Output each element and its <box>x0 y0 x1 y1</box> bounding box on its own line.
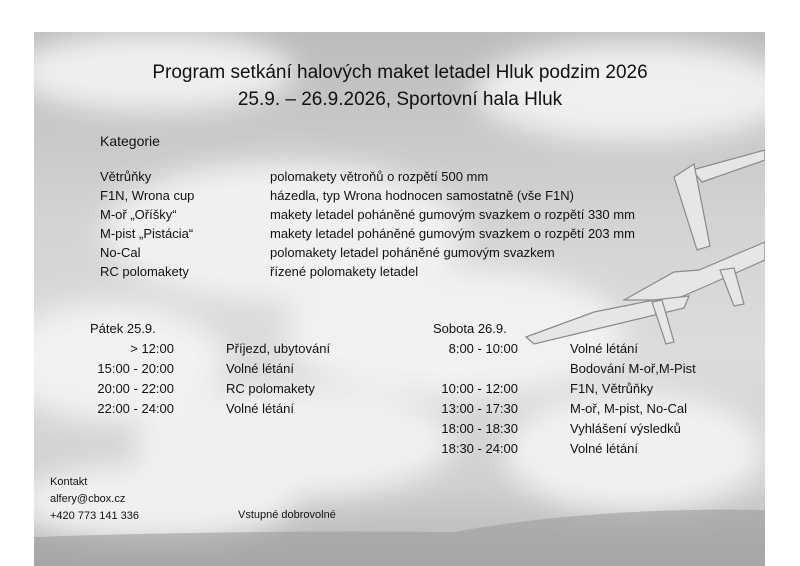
category-desc: polomakety větroňů o rozpětí 500 mm <box>270 169 489 184</box>
category-desc: makety letadel poháněné gumovým svazkem o rozpětí 330 mm <box>270 207 635 222</box>
schedule-event: Volné létání <box>226 361 294 376</box>
category-name: No-Cal <box>100 245 141 260</box>
contact-email: alfery@cbox.cz <box>50 493 126 505</box>
schedule-event: RC polomakety <box>226 381 315 396</box>
category-name: RC polomakety <box>100 264 189 279</box>
schedule-event: Příjezd, ubytování <box>226 341 331 356</box>
schedule-event: Volné létání <box>570 441 638 456</box>
saturday-heading: Sobota 26.9. <box>433 321 507 336</box>
category-desc: házedla, typ Wrona hodnocen samostatně (vše F1N) <box>270 188 574 203</box>
contact-heading: Kontakt <box>50 476 88 488</box>
schedule-event: Volné létání <box>570 341 638 356</box>
schedule-event: F1N, Větrůňky <box>570 381 654 396</box>
schedule-time: 20:00 - 22:00 <box>97 381 174 396</box>
categories-heading: Kategorie <box>100 133 160 149</box>
entry-note: Vstupné dobrovolné <box>238 509 336 521</box>
schedule-time: > 12:00 <box>130 341 174 356</box>
category-desc: řízené polomakety letadel <box>270 264 419 279</box>
schedule-event: Vyhlášení výsledků <box>570 421 681 436</box>
event-date-venue: 25.9. – 26.9.2026, Sportovní hala Hluk <box>237 89 563 110</box>
category-name: M-oř „Oříšky“ <box>100 207 177 222</box>
schedule-time: 13:00 - 17:30 <box>441 401 518 416</box>
page-title: Program setkání halových maket letadel Hluk podzim 2026 <box>152 62 648 83</box>
schedule-event: Volné létání <box>226 401 294 416</box>
schedule-time: 8:00 - 10:00 <box>448 341 518 356</box>
category-desc: polomakety letadel poháněné gumovým svazkem <box>270 245 555 260</box>
friday-heading: Pátek 25.9. <box>90 321 156 336</box>
schedule-time: 18:00 - 18:30 <box>441 421 518 436</box>
category-name: M-pist „Pistácia“ <box>100 226 194 241</box>
schedule-event: Bodování M-oř,M-Pist <box>570 361 696 376</box>
background-photo <box>34 32 765 566</box>
schedule-time: 18:30 - 24:00 <box>441 441 518 456</box>
schedule-time: 15:00 - 20:00 <box>97 361 174 376</box>
category-name: Větrůňky <box>100 169 152 184</box>
schedule-time: 10:00 - 12:00 <box>441 381 518 396</box>
schedule-time: 22:00 - 24:00 <box>97 401 174 416</box>
schedule-event: M-oř, M-pist, No-Cal <box>570 401 688 416</box>
contact-phone: +420 773 141 336 <box>50 510 140 522</box>
clouds-and-glider-graphic <box>34 32 765 566</box>
category-desc: makety letadel poháněné gumovým svazkem o rozpětí 203 mm <box>270 226 635 241</box>
category-name: F1N, Wrona cup <box>100 188 195 203</box>
